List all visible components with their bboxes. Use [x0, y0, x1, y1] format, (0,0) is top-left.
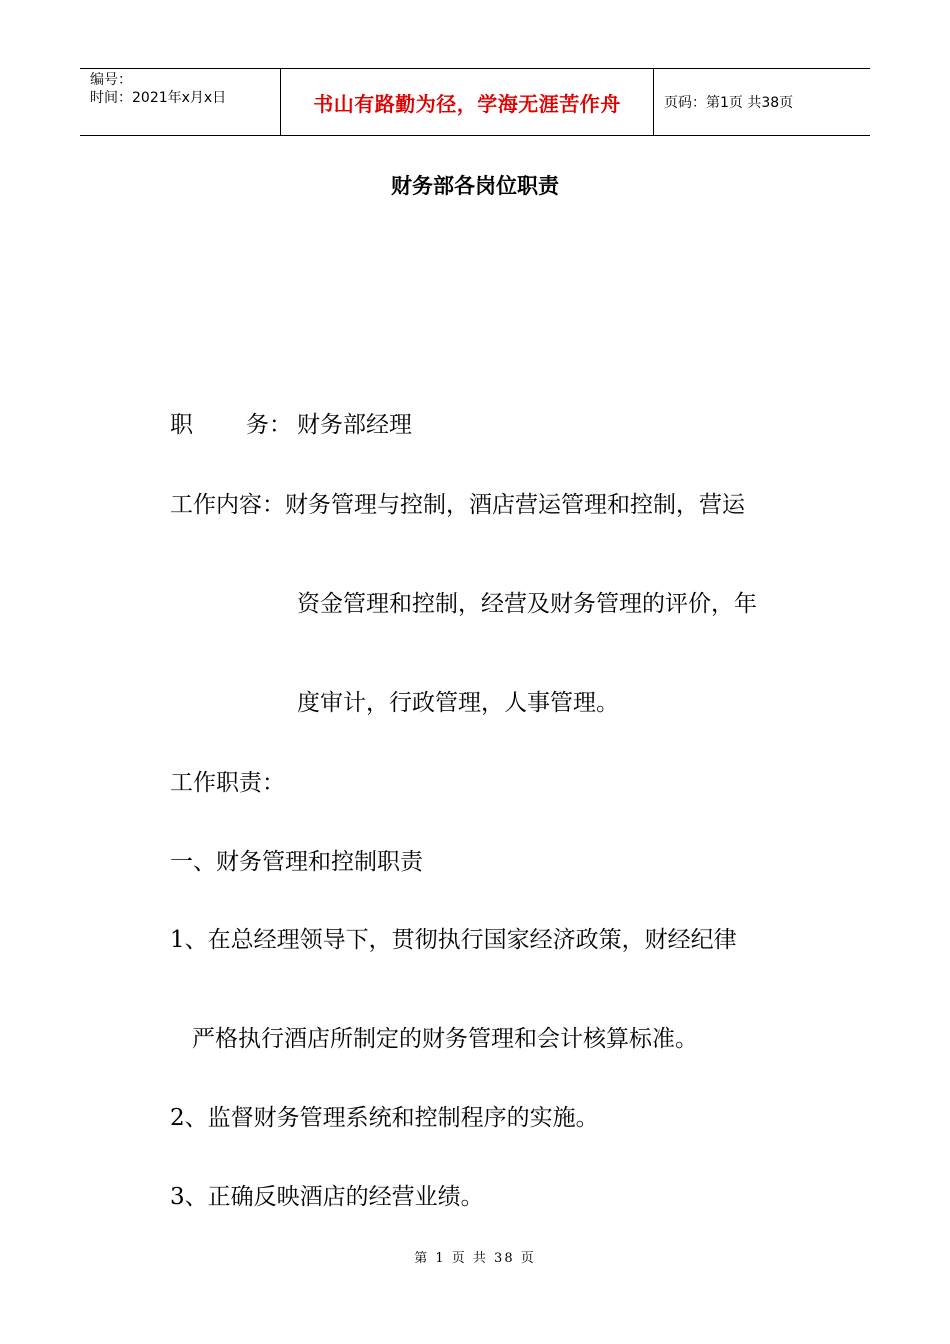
- item-3: 3、正确反映酒店的经营业绩。: [170, 1184, 484, 1210]
- item-1-line-2: 严格执行酒店所制定的财务管理和会计核算标准。: [192, 1026, 698, 1052]
- time-label: 时间：2021年x月x日: [90, 90, 227, 106]
- work-content-line-2: 资金管理和控制，经营及财务管理的评价，年: [297, 591, 757, 617]
- duties-label: 工作职责：: [170, 770, 285, 796]
- header-left-cell: [80, 69, 281, 135]
- item-1-line-1: 1、在总经理领导下，贯彻执行国家经济政策，财经纪律: [170, 927, 737, 953]
- header-page-cell: [654, 69, 870, 135]
- header-table: [80, 68, 870, 136]
- document-title: 财务部各岗位职责: [391, 174, 559, 198]
- work-content-label: 工作内容：: [170, 492, 285, 518]
- page-footer: 第 1 页 共 38 页: [414, 1251, 536, 1266]
- motto: 书山有路勤为径，学海无涯苦作舟: [313, 91, 621, 116]
- section-1-title: 一、财务管理和控制职责: [170, 849, 423, 875]
- page-info: 页码：第1页 共38页: [664, 95, 794, 111]
- work-content-line-1: 工作内容：财务管理与控制，酒店营运管理和控制，营运: [170, 492, 745, 518]
- item-2: 2、监督财务管理系统和控制程序的实施。: [170, 1105, 599, 1131]
- number-label: 编号：: [90, 72, 132, 88]
- work-content-line-3: 度审计，行政管理，人事管理。: [297, 690, 619, 716]
- job-line: [170, 406, 412, 439]
- job-label: 职 务：: [170, 412, 292, 438]
- header-motto-cell: [281, 69, 654, 135]
- job-value: 财务部经理: [297, 412, 412, 438]
